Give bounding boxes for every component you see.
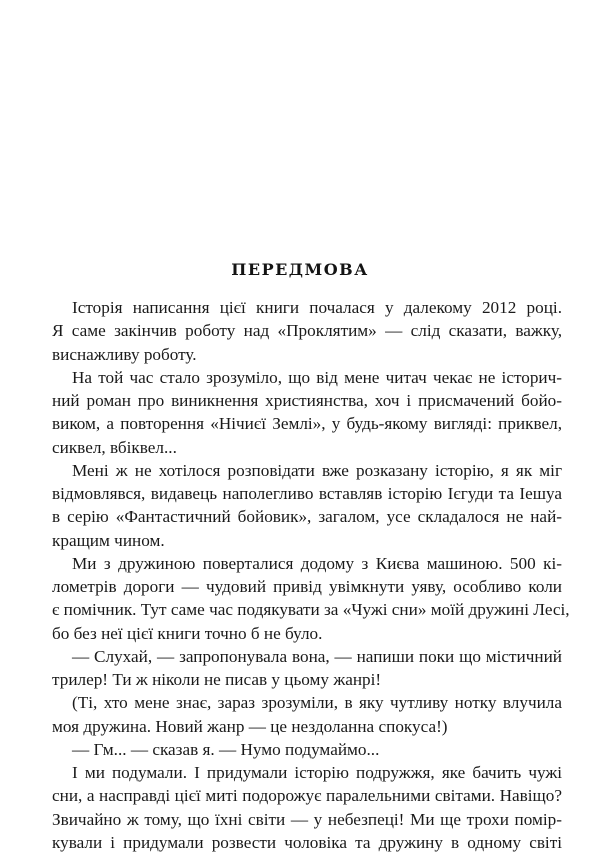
text-line: Мені ж не хотілося розповідати вже розказану історію, я як міг	[72, 460, 562, 480]
text-line: І ми подумали. І придумали історію подружжя, яке бачить чужі	[72, 763, 562, 782]
text-line: кращим чином.	[52, 530, 165, 550]
text-line: бо без неї цієї книги точно б не було.	[52, 623, 323, 643]
text-line: лометрів дороги — чудовий привід увімкнути уяву, особливо коли	[52, 577, 562, 596]
chapter-heading: ПЕРЕДМОВА	[231, 260, 369, 279]
text-line: моя дружина. Новий жанр — це нездоланна спокуса!)	[52, 716, 448, 736]
text-line: відмовлявся, видавець наполегливо вставляв історію Ієгуди та Іешуа	[52, 484, 562, 503]
text-line: виком, а повторення «Нічиєї Землі», у будь-якому вигляді: приквел,	[52, 414, 562, 434]
body-text	[52, 296, 570, 854]
text-line: Звичайно ж тому, що їхні світи — у небезпеці! Ми ще трохи помір-	[52, 809, 562, 829]
text-line: виснажливу роботу.	[52, 344, 197, 364]
text-line: сни, а насправді цієї миті подорожує паралельними світами. Навіщо?	[52, 786, 562, 806]
text-line: ний роман про виникнення християнства, хоч і присмачений бойо-	[52, 391, 562, 410]
text-line: сиквел, вбіквел...	[52, 437, 177, 457]
text-line: (Ті, хто мене знає, зараз зрозуміли, в яку чутливу нотку влучила	[72, 693, 562, 713]
text-line: — Слухай, — запропонувала вона, — напиши поки що містичний	[72, 646, 562, 666]
text-line: в серію «Фантастичний бойовик», загалом, усе складалося не най-	[52, 507, 562, 527]
text-line: Я саме закінчив роботу над «Проклятим» — слід сказати, важку,	[52, 321, 562, 341]
text-line: — Гм... — сказав я. — Нумо подумаймо...	[72, 739, 380, 759]
text-line: трилер! Ти ж ніколи не писав у цьому жанрі!	[52, 670, 382, 689]
text-line: На той час стало зрозуміло, що від мене читач чекає не історич-	[72, 367, 562, 387]
text-line: є помічник. Тут саме час подякувати за «Чужі сни» моїй дружині Лесі,	[52, 600, 570, 620]
text-line: Історія написання цієї книги почалася у далекому 2012 році.	[72, 298, 562, 317]
text-line: кували і придумали розвести чоловіка та дружину в одному світі	[52, 832, 562, 852]
text-line: Ми з дружиною поверталися додому з Києва машиною. 500 кі-	[72, 553, 562, 573]
